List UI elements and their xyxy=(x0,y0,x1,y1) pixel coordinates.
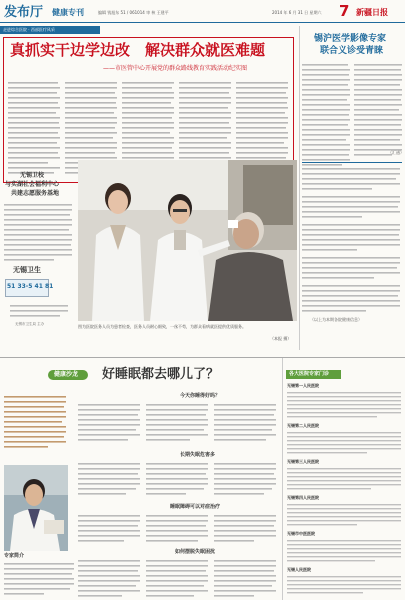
right-headline-2: 联合义诊受青睐 xyxy=(320,46,384,56)
table-rows-4 xyxy=(287,502,403,532)
feature-subhead-4: 如何摆脱失眠困扰 xyxy=(175,549,216,555)
feature-headline: 好睡眠都去哪儿了？ xyxy=(102,367,220,382)
feature-section xyxy=(0,358,280,600)
feature-subhead-2: 长期失眠危害多 xyxy=(180,452,216,458)
feature-text-block-1 xyxy=(78,402,278,452)
table-section-3: 无锡第三人民医院 xyxy=(287,459,319,464)
sidebar-body-text xyxy=(4,202,74,272)
notice-label: （以上为本期各院健康信息） xyxy=(310,317,362,322)
photo-doctors-with-patient xyxy=(78,160,297,321)
section-title: 发布厅 xyxy=(4,4,44,19)
main-photo xyxy=(78,160,297,321)
left-sidebar xyxy=(0,160,75,355)
feature-intro-box xyxy=(4,394,68,462)
date-line: 2014 年 6 月 31 日 星期六 xyxy=(272,10,322,15)
table-title: 各大医院专家门诊 xyxy=(289,371,330,377)
editor-line: 编辑 钱旭东 51 / 061014 审 核 王建平 xyxy=(98,10,169,15)
sidebar-headline-3: 共建志愿服务基地 xyxy=(11,190,60,197)
page-number: 7 xyxy=(339,2,350,20)
ad-address: 无锡市卫生局 主办 xyxy=(15,322,45,326)
photo-caption-area xyxy=(78,323,297,351)
sidebar-headline-1: 无锡卫校 xyxy=(20,172,45,179)
feature-text-block-2 xyxy=(78,461,278,506)
table-section-4: 无锡第四人民医院 xyxy=(287,495,319,500)
table-section-5: 无锡市中医医院 xyxy=(287,531,315,536)
feature-subhead-1: 今天你睡得好吗？ xyxy=(180,393,221,399)
sidebar-ad xyxy=(3,265,73,345)
doctor-bio-text xyxy=(4,561,76,599)
right-column xyxy=(300,26,405,356)
right-divider xyxy=(302,162,402,163)
kicker-text: 走进综合医院 · 西部医疗风采 xyxy=(3,27,55,32)
table-rows-1 xyxy=(287,390,403,422)
feature-intro-text xyxy=(4,394,68,462)
right-column-note: （汇通） xyxy=(388,150,404,155)
sub-headline: ——市医管中心开展党的群众路线教育实践活动纪实图 xyxy=(103,65,248,72)
table-rows-3 xyxy=(287,466,403,496)
feature-kicker: 健康沙龙 xyxy=(54,371,79,378)
table-section-1: 无锡第一人民医院 xyxy=(287,383,319,388)
table-rows-2 xyxy=(287,430,403,460)
kicker-bar xyxy=(0,26,100,34)
feature-kicker-tag xyxy=(48,370,88,380)
right-column-border xyxy=(299,26,300,350)
doctor-photo xyxy=(4,465,68,551)
table-title-bar xyxy=(286,370,341,379)
table-rows-6 xyxy=(287,574,403,598)
paper-logo: 新疆日报 xyxy=(356,7,388,17)
ad-title: 无锡卫生 xyxy=(13,266,41,274)
photo-credit: （本报 摄） xyxy=(270,336,292,341)
table-section-2: 无锡第二人民医院 xyxy=(287,423,319,428)
sidebar-headline-2: 与实湖社会福利中心 xyxy=(5,181,60,188)
table-rows-5 xyxy=(287,538,403,568)
column-title: 健康专刊 xyxy=(52,8,84,17)
right-body-text xyxy=(302,62,402,182)
masthead-rule xyxy=(0,22,405,23)
table-section-6: 无锡人民医院 xyxy=(287,567,311,572)
right-headline-1: 锡沪医学影像专家 xyxy=(314,34,387,44)
feature-subhead-3: 睡眠障碍可以对症治疗 xyxy=(170,504,221,510)
photo-caption: 图为医院医务人员为患者检查，医务人员耐心细致，一丝不苟，为群众看病就医提供优质服务。 xyxy=(78,324,246,329)
main-headline: 真抓实干边学边改 解决群众就医难题 xyxy=(10,41,266,59)
feature-text-block-4 xyxy=(78,558,278,600)
right-table xyxy=(282,358,405,600)
ad-info-text xyxy=(5,303,71,323)
doctor-caption: 专家简介 xyxy=(4,553,25,559)
ad-hotline: 51 33-5 41 81 xyxy=(7,283,54,290)
doctor-portrait xyxy=(4,465,68,551)
feature-text-block-3 xyxy=(78,513,278,553)
